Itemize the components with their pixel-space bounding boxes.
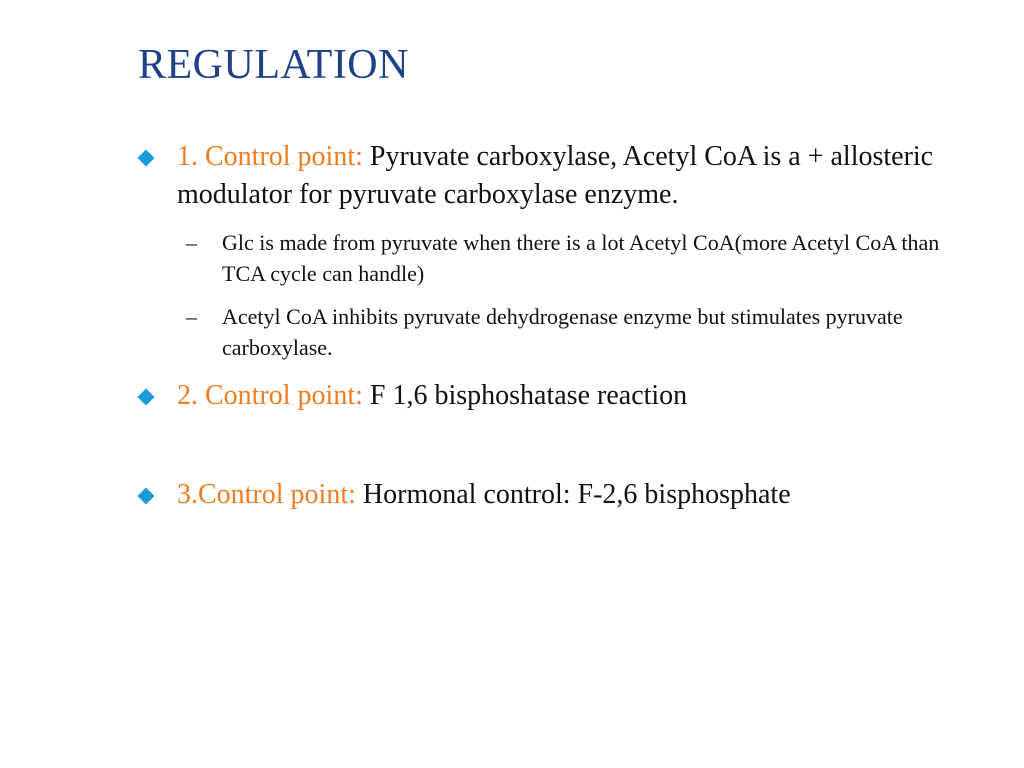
diamond-bullet-icon <box>138 150 155 167</box>
sub-item-text: Acetyl CoA inhibits pyruvate dehydrogenase enzyme but stimulates pyruvate carboxylase. <box>222 304 903 360</box>
bullet-text <box>177 476 997 514</box>
bullet-text <box>177 377 997 415</box>
bullet-body: Hormonal control: F-2,6 bisphosphate <box>362 479 791 510</box>
bullet-body: Pyruvate carboxylase, Acetyl CoA is a + allosteric modulator for pyruvate carboxylase enzyme. <box>177 141 934 210</box>
slide-title: REGULATION <box>138 42 409 88</box>
control-point-label: 1. Control point: <box>177 141 363 172</box>
sub-item-text: Glc is made from pyruvate when there is a lot Acetyl CoA(more Acetyl CoA than TCA cycle can handle) <box>222 230 940 286</box>
dash-marker: – <box>186 304 197 329</box>
bullet-body: F 1,6 bisphoshatase reaction <box>369 380 688 411</box>
diamond-bullet-icon <box>138 389 155 406</box>
control-point-label: 2. Control point: <box>177 380 363 411</box>
dash-marker: – <box>186 230 197 255</box>
diamond-bullet-icon <box>138 488 155 505</box>
bullet-text <box>177 138 997 214</box>
control-point-label: 3.Control point: <box>177 479 356 510</box>
